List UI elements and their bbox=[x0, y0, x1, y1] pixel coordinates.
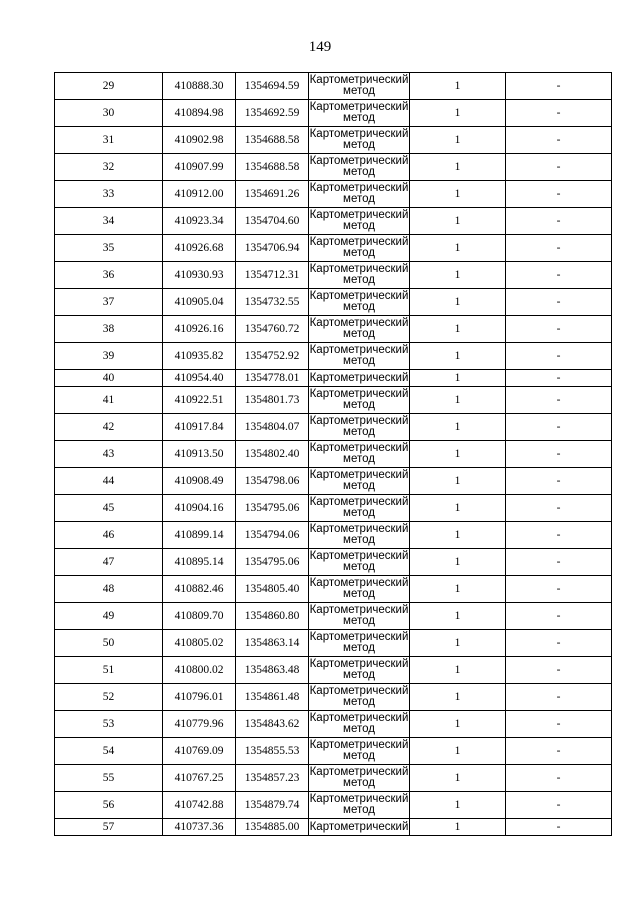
table-row bbox=[55, 343, 612, 370]
method-text-line: метод bbox=[343, 328, 375, 340]
method-text-line: метод bbox=[343, 615, 375, 627]
table-row bbox=[55, 792, 612, 819]
method-text-line: метод bbox=[343, 301, 375, 313]
method-text-line: метод bbox=[343, 507, 375, 519]
method-cell bbox=[309, 522, 410, 549]
method-text-line: метод bbox=[343, 777, 375, 789]
x-coordinate-cell: 410926.16 bbox=[163, 316, 236, 343]
x-coordinate-cell: 410796.01 bbox=[163, 684, 236, 711]
x-coordinate-cell: 410917.84 bbox=[163, 414, 236, 441]
point-number-cell: 44 bbox=[55, 468, 163, 495]
method-text-line: метод bbox=[343, 166, 375, 178]
method-cell bbox=[309, 262, 410, 289]
accuracy-cell: 1 bbox=[410, 316, 506, 343]
method-text-line: Картометрический bbox=[309, 74, 409, 86]
point-number-cell: 47 bbox=[55, 549, 163, 576]
method-cell bbox=[309, 630, 410, 657]
y-coordinate-cell: 1354863.14 bbox=[236, 630, 309, 657]
accuracy-cell: 1 bbox=[410, 630, 506, 657]
method-cell bbox=[309, 343, 410, 370]
y-coordinate-cell: 1354863.48 bbox=[236, 657, 309, 684]
description-cell: - bbox=[506, 100, 612, 127]
x-coordinate-cell: 410907.99 bbox=[163, 154, 236, 181]
x-coordinate-cell: 410922.51 bbox=[163, 387, 236, 414]
y-coordinate-cell: 1354712.31 bbox=[236, 262, 309, 289]
y-coordinate-cell: 1354795.06 bbox=[236, 495, 309, 522]
method-text-line: Картометрический bbox=[309, 263, 409, 275]
method-text-line: Картометрический bbox=[309, 739, 409, 751]
accuracy-cell: 1 bbox=[410, 495, 506, 522]
method-text-line: метод bbox=[343, 247, 375, 259]
y-coordinate-cell: 1354855.53 bbox=[236, 738, 309, 765]
accuracy-cell: 1 bbox=[410, 387, 506, 414]
point-number-cell: 42 bbox=[55, 414, 163, 441]
point-number-cell: 43 bbox=[55, 441, 163, 468]
method-text-line: метод bbox=[343, 696, 375, 708]
point-number-cell: 54 bbox=[55, 738, 163, 765]
x-coordinate-cell: 410779.96 bbox=[163, 711, 236, 738]
x-coordinate-cell: 410902.98 bbox=[163, 127, 236, 154]
method-text-line: метод bbox=[343, 534, 375, 546]
x-coordinate-cell: 410742.88 bbox=[163, 792, 236, 819]
accuracy-cell: 1 bbox=[410, 522, 506, 549]
method-text-line: метод bbox=[343, 112, 375, 124]
table-row bbox=[55, 576, 612, 603]
method-cell bbox=[309, 289, 410, 316]
method-text-line: Картометрический bbox=[309, 685, 409, 697]
accuracy-cell: 1 bbox=[410, 235, 506, 262]
method-text-line: Картометрический bbox=[309, 820, 409, 833]
method-text-line: метод bbox=[343, 85, 375, 97]
method-text-line: метод bbox=[343, 139, 375, 151]
method-cell bbox=[309, 441, 410, 468]
method-text-line: метод bbox=[343, 588, 375, 600]
table-row bbox=[55, 262, 612, 289]
method-cell bbox=[309, 208, 410, 235]
description-cell: - bbox=[506, 235, 612, 262]
x-coordinate-cell: 410769.09 bbox=[163, 738, 236, 765]
description-cell: - bbox=[506, 181, 612, 208]
accuracy-cell: 1 bbox=[410, 819, 506, 836]
method-cell bbox=[309, 316, 410, 343]
point-number-cell: 36 bbox=[55, 262, 163, 289]
y-coordinate-cell: 1354694.59 bbox=[236, 73, 309, 100]
description-cell: - bbox=[506, 738, 612, 765]
accuracy-cell: 1 bbox=[410, 262, 506, 289]
table-row bbox=[55, 495, 612, 522]
table-row bbox=[55, 316, 612, 343]
x-coordinate-cell: 410912.00 bbox=[163, 181, 236, 208]
method-text-line: метод bbox=[343, 426, 375, 438]
description-cell: - bbox=[506, 657, 612, 684]
accuracy-cell: 1 bbox=[410, 127, 506, 154]
method-text-line: Картометрический bbox=[309, 209, 409, 221]
method-cell bbox=[309, 792, 410, 819]
y-coordinate-cell: 1354688.58 bbox=[236, 127, 309, 154]
table-row bbox=[55, 100, 612, 127]
y-coordinate-cell: 1354885.00 bbox=[236, 819, 309, 836]
description-cell: - bbox=[506, 684, 612, 711]
method-cell bbox=[309, 765, 410, 792]
x-coordinate-cell: 410913.50 bbox=[163, 441, 236, 468]
method-text-line: Картометрический bbox=[309, 604, 409, 616]
description-cell: - bbox=[506, 522, 612, 549]
accuracy-cell: 1 bbox=[410, 289, 506, 316]
x-coordinate-cell: 410888.30 bbox=[163, 73, 236, 100]
y-coordinate-cell: 1354860.80 bbox=[236, 603, 309, 630]
accuracy-cell: 1 bbox=[410, 792, 506, 819]
method-cell bbox=[309, 576, 410, 603]
description-cell: - bbox=[506, 387, 612, 414]
description-cell: - bbox=[506, 576, 612, 603]
method-text-line: Картометрический bbox=[309, 766, 409, 778]
table-row bbox=[55, 414, 612, 441]
accuracy-cell: 1 bbox=[410, 100, 506, 127]
point-number-cell: 34 bbox=[55, 208, 163, 235]
method-text-line: Картометрический bbox=[309, 442, 409, 454]
x-coordinate-cell: 410954.40 bbox=[163, 370, 236, 387]
y-coordinate-cell: 1354804.07 bbox=[236, 414, 309, 441]
y-coordinate-cell: 1354843.62 bbox=[236, 711, 309, 738]
x-coordinate-cell: 410737.36 bbox=[163, 819, 236, 836]
point-number-cell: 45 bbox=[55, 495, 163, 522]
description-cell: - bbox=[506, 792, 612, 819]
point-number-cell: 40 bbox=[55, 370, 163, 387]
y-coordinate-cell: 1354794.06 bbox=[236, 522, 309, 549]
y-coordinate-cell: 1354801.73 bbox=[236, 387, 309, 414]
description-cell: - bbox=[506, 495, 612, 522]
y-coordinate-cell: 1354688.58 bbox=[236, 154, 309, 181]
method-cell bbox=[309, 127, 410, 154]
table-row bbox=[55, 684, 612, 711]
description-cell: - bbox=[506, 441, 612, 468]
description-cell: - bbox=[506, 549, 612, 576]
method-cell bbox=[309, 495, 410, 522]
description-cell: - bbox=[506, 73, 612, 100]
method-text-line: Картометрический bbox=[309, 317, 409, 329]
method-cell bbox=[309, 154, 410, 181]
x-coordinate-cell: 410930.93 bbox=[163, 262, 236, 289]
y-coordinate-cell: 1354752.92 bbox=[236, 343, 309, 370]
point-number-cell: 30 bbox=[55, 100, 163, 127]
description-cell: - bbox=[506, 127, 612, 154]
accuracy-cell: 1 bbox=[410, 684, 506, 711]
description-cell: - bbox=[506, 289, 612, 316]
accuracy-cell: 1 bbox=[410, 208, 506, 235]
method-text-line: метод bbox=[343, 804, 375, 816]
point-number-cell: 39 bbox=[55, 343, 163, 370]
description-cell: - bbox=[506, 208, 612, 235]
point-number-cell: 33 bbox=[55, 181, 163, 208]
point-number-cell: 32 bbox=[55, 154, 163, 181]
table-row bbox=[55, 711, 612, 738]
point-number-cell: 57 bbox=[55, 819, 163, 836]
y-coordinate-cell: 1354706.94 bbox=[236, 235, 309, 262]
method-text-line: метод bbox=[343, 750, 375, 762]
method-text-line: Картометрический bbox=[309, 371, 409, 384]
method-text-line: метод bbox=[343, 561, 375, 573]
x-coordinate-cell: 410805.02 bbox=[163, 630, 236, 657]
x-coordinate-cell: 410904.16 bbox=[163, 495, 236, 522]
x-coordinate-cell: 410800.02 bbox=[163, 657, 236, 684]
method-text-line: метод bbox=[343, 220, 375, 232]
point-number-cell: 56 bbox=[55, 792, 163, 819]
method-text-line: метод bbox=[343, 453, 375, 465]
method-text-line: Картометрический bbox=[309, 550, 409, 562]
method-cell bbox=[309, 819, 410, 836]
method-cell bbox=[309, 738, 410, 765]
table-row bbox=[55, 370, 612, 387]
method-text-line: метод bbox=[343, 355, 375, 367]
method-text-line: Картометрический bbox=[309, 344, 409, 356]
accuracy-cell: 1 bbox=[410, 343, 506, 370]
method-cell bbox=[309, 657, 410, 684]
point-number-cell: 37 bbox=[55, 289, 163, 316]
description-cell: - bbox=[506, 711, 612, 738]
method-text-line: Картометрический bbox=[309, 236, 409, 248]
description-cell: - bbox=[506, 468, 612, 495]
x-coordinate-cell: 410767.25 bbox=[163, 765, 236, 792]
point-number-cell: 31 bbox=[55, 127, 163, 154]
description-cell: - bbox=[506, 262, 612, 289]
point-number-cell: 49 bbox=[55, 603, 163, 630]
method-text-line: Картометрический bbox=[309, 658, 409, 670]
accuracy-cell: 1 bbox=[410, 73, 506, 100]
y-coordinate-cell: 1354778.01 bbox=[236, 370, 309, 387]
method-text-line: Картометрический bbox=[309, 101, 409, 113]
method-text-line: метод bbox=[343, 723, 375, 735]
method-text-line: Картометрический bbox=[309, 712, 409, 724]
method-cell bbox=[309, 387, 410, 414]
y-coordinate-cell: 1354857.23 bbox=[236, 765, 309, 792]
method-text-line: метод bbox=[343, 274, 375, 286]
point-number-cell: 46 bbox=[55, 522, 163, 549]
method-text-line: метод bbox=[343, 193, 375, 205]
table-row bbox=[55, 73, 612, 100]
description-cell: - bbox=[506, 343, 612, 370]
point-number-cell: 50 bbox=[55, 630, 163, 657]
y-coordinate-cell: 1354861.48 bbox=[236, 684, 309, 711]
method-text-line: Картометрический bbox=[309, 469, 409, 481]
y-coordinate-cell: 1354704.60 bbox=[236, 208, 309, 235]
description-cell: - bbox=[506, 154, 612, 181]
method-text-line: Картометрический bbox=[309, 793, 409, 805]
x-coordinate-cell: 410935.82 bbox=[163, 343, 236, 370]
table-row bbox=[55, 738, 612, 765]
table-row bbox=[55, 441, 612, 468]
x-coordinate-cell: 410882.46 bbox=[163, 576, 236, 603]
x-coordinate-cell: 410899.14 bbox=[163, 522, 236, 549]
table-row bbox=[55, 603, 612, 630]
description-cell: - bbox=[506, 316, 612, 343]
table-row bbox=[55, 154, 612, 181]
accuracy-cell: 1 bbox=[410, 181, 506, 208]
method-cell bbox=[309, 414, 410, 441]
method-text-line: Картометрический bbox=[309, 128, 409, 140]
method-text-line: метод bbox=[343, 669, 375, 681]
method-cell bbox=[309, 181, 410, 208]
table-row bbox=[55, 127, 612, 154]
method-text-line: Картометрический bbox=[309, 290, 409, 302]
y-coordinate-cell: 1354760.72 bbox=[236, 316, 309, 343]
method-text-line: метод bbox=[343, 399, 375, 411]
method-cell bbox=[309, 370, 410, 387]
method-text-line: Картометрический bbox=[309, 631, 409, 643]
method-cell bbox=[309, 549, 410, 576]
table-row bbox=[55, 289, 612, 316]
x-coordinate-cell: 410809.70 bbox=[163, 603, 236, 630]
page-number: 149 bbox=[308, 39, 332, 55]
description-cell: - bbox=[506, 414, 612, 441]
method-cell bbox=[309, 711, 410, 738]
description-cell: - bbox=[506, 603, 612, 630]
method-cell bbox=[309, 235, 410, 262]
description-cell: - bbox=[506, 765, 612, 792]
point-number-cell: 51 bbox=[55, 657, 163, 684]
method-text-line: метод bbox=[343, 480, 375, 492]
table-row bbox=[55, 765, 612, 792]
method-cell bbox=[309, 73, 410, 100]
method-text-line: Картометрический bbox=[309, 155, 409, 167]
point-number-cell: 53 bbox=[55, 711, 163, 738]
x-coordinate-cell: 410895.14 bbox=[163, 549, 236, 576]
accuracy-cell: 1 bbox=[410, 468, 506, 495]
point-number-cell: 48 bbox=[55, 576, 163, 603]
method-cell bbox=[309, 468, 410, 495]
description-cell: - bbox=[506, 819, 612, 836]
method-text-line: Картометрический bbox=[309, 415, 409, 427]
table-row bbox=[55, 387, 612, 414]
table-row bbox=[55, 522, 612, 549]
point-number-cell: 35 bbox=[55, 235, 163, 262]
table-row bbox=[55, 819, 612, 836]
description-cell: - bbox=[506, 370, 612, 387]
accuracy-cell: 1 bbox=[410, 576, 506, 603]
accuracy-cell: 1 bbox=[410, 765, 506, 792]
table-row bbox=[55, 630, 612, 657]
description-cell: - bbox=[506, 630, 612, 657]
table-row bbox=[55, 549, 612, 576]
accuracy-cell: 1 bbox=[410, 657, 506, 684]
y-coordinate-cell: 1354798.06 bbox=[236, 468, 309, 495]
method-text-line: Картометрический bbox=[309, 496, 409, 508]
y-coordinate-cell: 1354879.74 bbox=[236, 792, 309, 819]
coordinates-table bbox=[54, 72, 612, 836]
accuracy-cell: 1 bbox=[410, 370, 506, 387]
method-text-line: Картометрический bbox=[309, 182, 409, 194]
method-text-line: Картометрический bbox=[309, 388, 409, 400]
y-coordinate-cell: 1354802.40 bbox=[236, 441, 309, 468]
x-coordinate-cell: 410926.68 bbox=[163, 235, 236, 262]
table-row bbox=[55, 208, 612, 235]
x-coordinate-cell: 410894.98 bbox=[163, 100, 236, 127]
accuracy-cell: 1 bbox=[410, 549, 506, 576]
table-row bbox=[55, 657, 612, 684]
y-coordinate-cell: 1354732.55 bbox=[236, 289, 309, 316]
table-row bbox=[55, 235, 612, 262]
point-number-cell: 29 bbox=[55, 73, 163, 100]
point-number-cell: 52 bbox=[55, 684, 163, 711]
method-text-line: Картометрический bbox=[309, 523, 409, 535]
method-text-line: метод bbox=[343, 642, 375, 654]
method-cell bbox=[309, 100, 410, 127]
accuracy-cell: 1 bbox=[410, 711, 506, 738]
method-cell bbox=[309, 603, 410, 630]
y-coordinate-cell: 1354692.59 bbox=[236, 100, 309, 127]
y-coordinate-cell: 1354691.26 bbox=[236, 181, 309, 208]
accuracy-cell: 1 bbox=[410, 154, 506, 181]
x-coordinate-cell: 410905.04 bbox=[163, 289, 236, 316]
point-number-cell: 55 bbox=[55, 765, 163, 792]
accuracy-cell: 1 bbox=[410, 738, 506, 765]
point-number-cell: 38 bbox=[55, 316, 163, 343]
method-cell bbox=[309, 684, 410, 711]
accuracy-cell: 1 bbox=[410, 441, 506, 468]
y-coordinate-cell: 1354805.40 bbox=[236, 576, 309, 603]
table-row bbox=[55, 468, 612, 495]
x-coordinate-cell: 410908.49 bbox=[163, 468, 236, 495]
x-coordinate-cell: 410923.34 bbox=[163, 208, 236, 235]
method-text-line: Картометрический bbox=[309, 577, 409, 589]
point-number-cell: 41 bbox=[55, 387, 163, 414]
accuracy-cell: 1 bbox=[410, 414, 506, 441]
table-row bbox=[55, 181, 612, 208]
table-body bbox=[55, 73, 612, 836]
y-coordinate-cell: 1354795.06 bbox=[236, 549, 309, 576]
accuracy-cell: 1 bbox=[410, 603, 506, 630]
